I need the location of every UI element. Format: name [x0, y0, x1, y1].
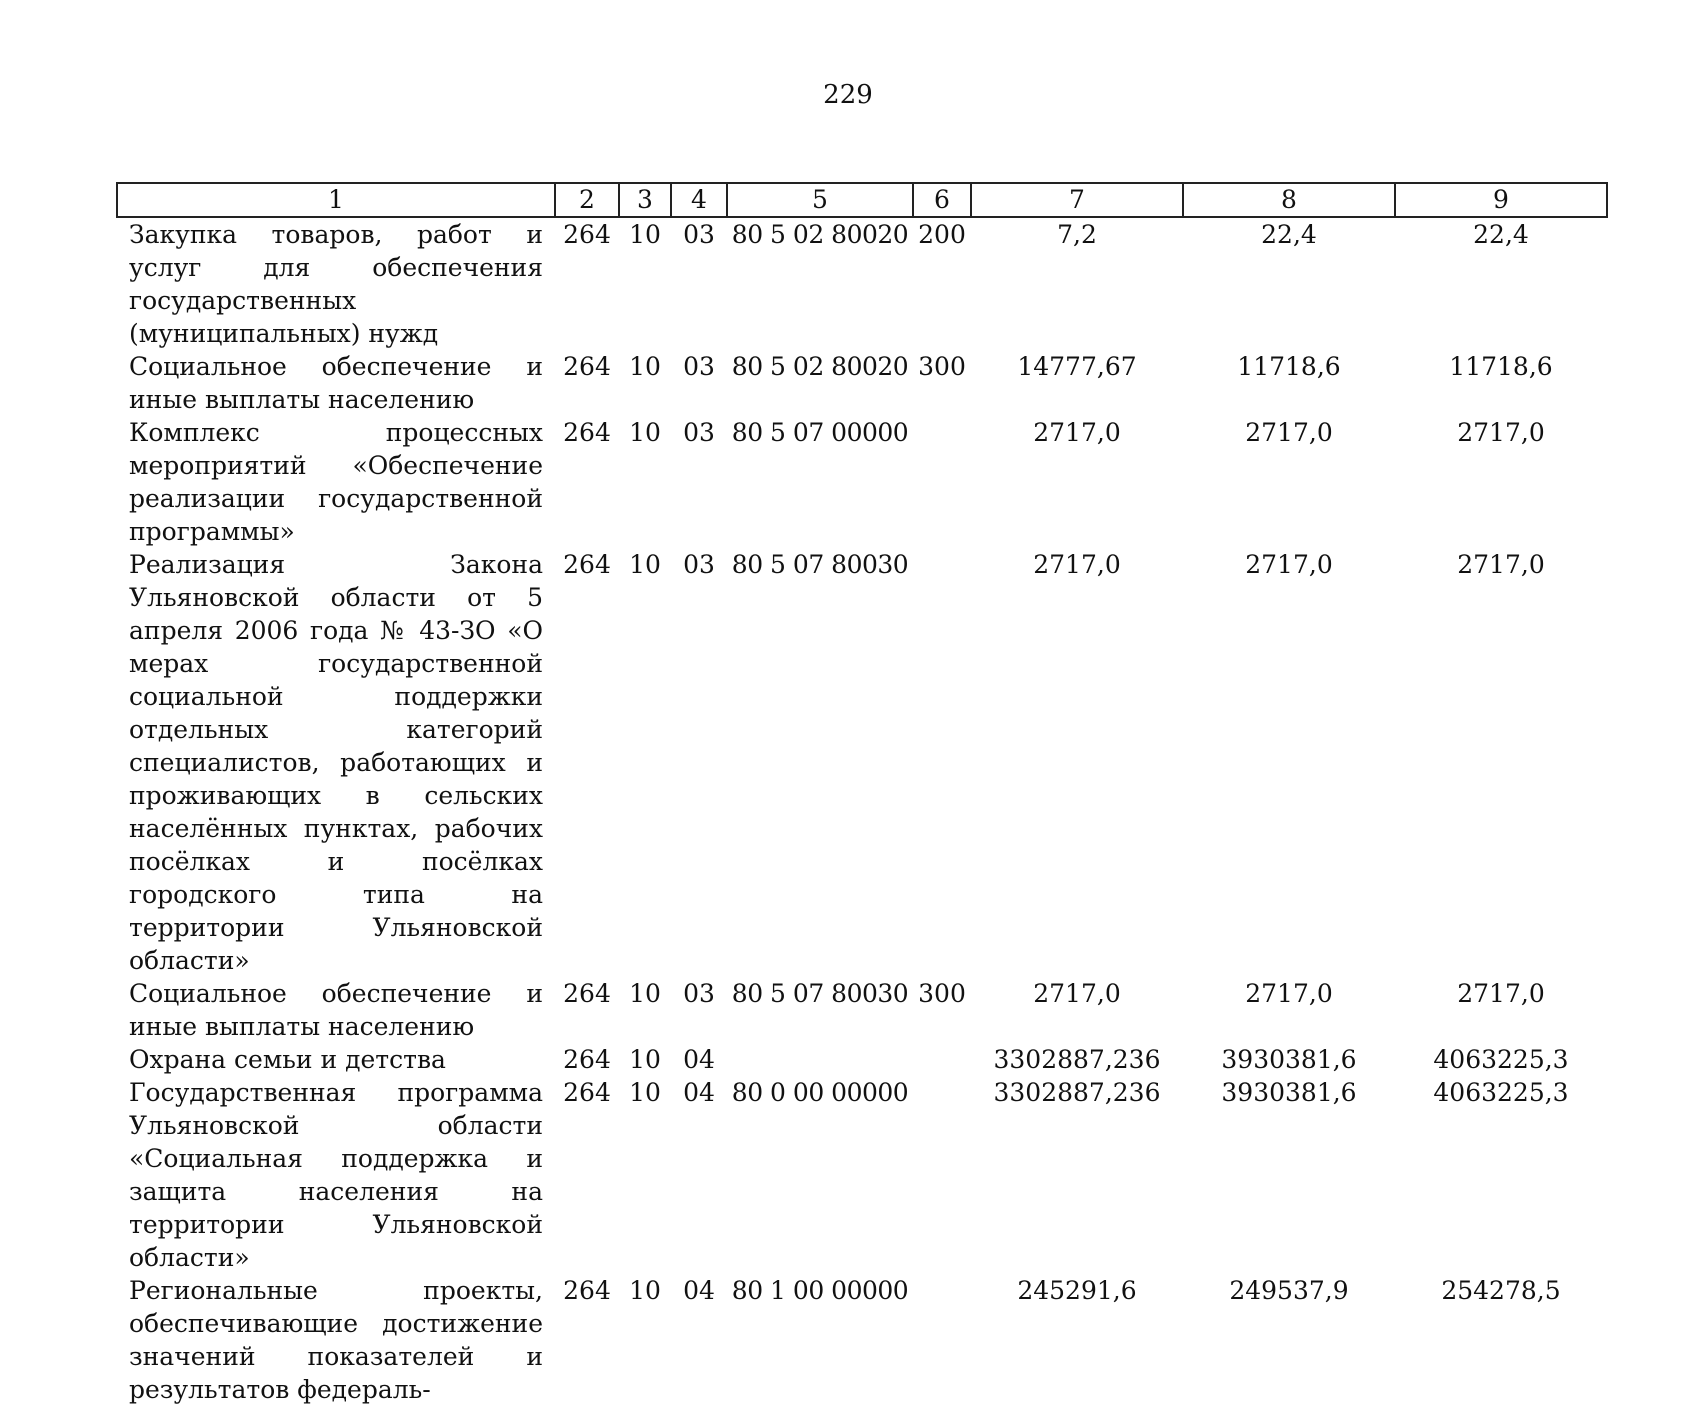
cell-col6: 200	[918, 220, 966, 249]
cell-col3: 10	[629, 979, 661, 1008]
cell-col6	[913, 1076, 971, 1274]
column-header-5: 5	[727, 183, 913, 217]
column-header-9: 9	[1395, 183, 1607, 217]
cell-col3: 10	[629, 1276, 661, 1305]
cell-col4: 03	[683, 220, 715, 249]
cell-col6: 300	[918, 979, 966, 1008]
column-header-6: 6	[913, 183, 971, 217]
column-header-3: 3	[619, 183, 671, 217]
cell-col7: 2717,0	[1033, 550, 1121, 579]
cell-col3: 10	[629, 418, 661, 447]
cell-col4: 03	[683, 418, 715, 447]
row-name: Комплекс процессных мероприятий «Обеспечение реализации государственной программы»	[129, 418, 543, 546]
cell-col2: 264	[563, 352, 611, 381]
cell-col2: 264	[563, 1276, 611, 1305]
cell-col6	[913, 548, 971, 977]
cell-col9: 2717,0	[1457, 418, 1545, 447]
row-name: Закупка товаров, работ и услуг для обеспечения государственных (муниципальных) нужд	[129, 220, 543, 348]
cell-col5: 80 1 00 00000	[731, 1276, 909, 1305]
column-header-8: 8	[1183, 183, 1395, 217]
cell-col4: 04	[683, 1276, 715, 1305]
cell-col5: 80 5 07 00000	[731, 418, 909, 447]
cell-col7: 7,2	[1057, 220, 1097, 249]
cell-col5: 80 5 07 80030	[731, 550, 909, 579]
column-header-2: 2	[555, 183, 619, 217]
cell-col9: 254278,5	[1441, 1276, 1561, 1305]
cell-col7: 245291,6	[1017, 1276, 1137, 1305]
cell-col3: 10	[629, 352, 661, 381]
cell-col8: 11718,6	[1237, 352, 1341, 381]
cell-col9: 2717,0	[1457, 979, 1545, 1008]
cell-col5: 80 5 02 80020	[731, 220, 909, 249]
cell-col9: 22,4	[1473, 220, 1529, 249]
table-row	[117, 416, 1607, 548]
cell-col4: 04	[683, 1078, 715, 1107]
cell-col2: 264	[563, 550, 611, 579]
cell-col8: 22,4	[1261, 220, 1317, 249]
cell-col4: 03	[683, 550, 715, 579]
cell-col9: 2717,0	[1457, 550, 1545, 579]
cell-col8: 2717,0	[1245, 418, 1333, 447]
row-name: Социальное обеспечение и иные выплаты населению	[129, 979, 543, 1041]
cell-col5: 80 5 07 80030	[731, 979, 909, 1008]
cell-col4: 04	[683, 1045, 715, 1074]
cell-col7: 2717,0	[1033, 418, 1121, 447]
cell-col4: 03	[683, 352, 715, 381]
cell-col2: 264	[563, 220, 611, 249]
table-row	[117, 1076, 1607, 1274]
cell-col7: 3302887,236	[993, 1045, 1161, 1074]
cell-col8: 3930381,6	[1221, 1078, 1357, 1107]
table-row	[117, 1274, 1607, 1406]
cell-col5	[727, 1043, 913, 1076]
cell-col6	[913, 1043, 971, 1076]
cell-col9: 4063225,3	[1433, 1078, 1569, 1107]
cell-col9: 4063225,3	[1433, 1045, 1569, 1074]
row-name: Реализация Закона Ульяновской области от 5 апреля 2006 года № 43-ЗО «О мерах государственной социальной поддержки отдельных категорий специалистов, работающих и проживающих в сельских населённых пунктах, рабочих посёлках и посёлках городского типа на территории Ульяновской области»	[129, 550, 543, 975]
column-header-7: 7	[971, 183, 1183, 217]
budget-table	[116, 182, 1608, 1406]
table-row	[117, 350, 1607, 416]
cell-col3: 10	[629, 220, 661, 249]
table-row	[117, 217, 1607, 350]
cell-col9: 11718,6	[1449, 352, 1553, 381]
table-row	[117, 977, 1607, 1043]
row-name: Государственная программа Ульяновской области «Социальная поддержка и защита населения на территории Ульяновской области»	[129, 1078, 543, 1272]
cell-col5: 80 5 02 80020	[731, 352, 909, 381]
table-row	[117, 1043, 1607, 1076]
table-row	[117, 548, 1607, 977]
page-number: 229	[823, 80, 873, 110]
cell-col6	[913, 1274, 971, 1406]
cell-col2: 264	[563, 979, 611, 1008]
cell-col3: 10	[629, 1078, 661, 1107]
header-row	[117, 183, 1607, 217]
cell-col2: 264	[563, 418, 611, 447]
column-header-1: 1	[117, 183, 555, 217]
row-name: Охрана семьи и детства	[129, 1045, 446, 1074]
cell-col7: 14777,67	[1017, 352, 1137, 381]
cell-col8: 2717,0	[1245, 979, 1333, 1008]
cell-col7: 3302887,236	[993, 1078, 1161, 1107]
cell-col4: 03	[683, 979, 715, 1008]
cell-col6	[913, 416, 971, 548]
row-name: Региональные проекты, обеспечивающие достижение значений показателей и результатов федераль-	[129, 1276, 543, 1404]
cell-col6: 300	[918, 352, 966, 381]
row-name: Социальное обеспечение и иные выплаты населению	[129, 352, 543, 414]
cell-col5: 80 0 00 00000	[731, 1078, 909, 1107]
cell-col8: 249537,9	[1229, 1276, 1349, 1305]
cell-col8: 3930381,6	[1221, 1045, 1357, 1074]
cell-col3: 10	[629, 550, 661, 579]
cell-col8: 2717,0	[1245, 550, 1333, 579]
cell-col3: 10	[629, 1045, 661, 1074]
column-header-4: 4	[671, 183, 727, 217]
cell-col7: 2717,0	[1033, 979, 1121, 1008]
cell-col2: 264	[563, 1045, 611, 1074]
cell-col2: 264	[563, 1078, 611, 1107]
